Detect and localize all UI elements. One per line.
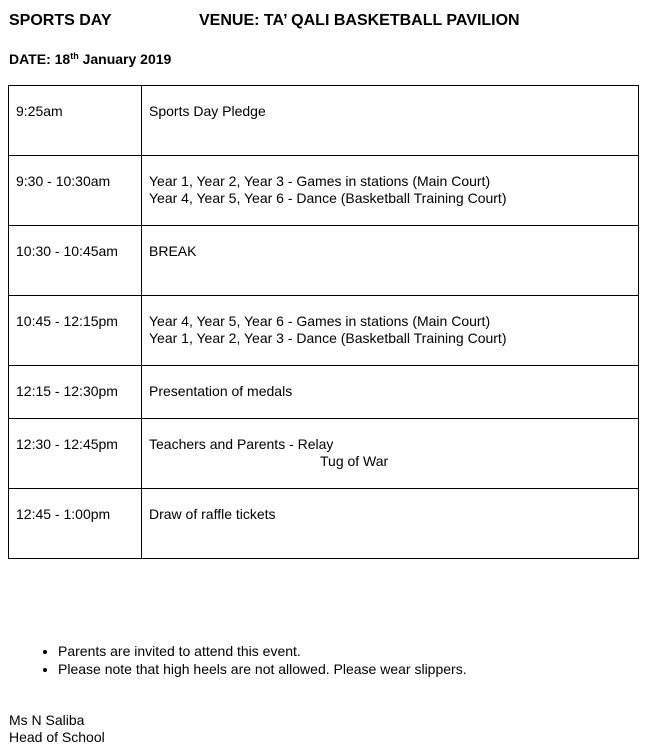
time-cell: 9:25am (9, 86, 142, 156)
time-cell: 12:30 - 12:45pm (9, 419, 142, 489)
time-cell: 12:15 - 12:30pm (9, 366, 142, 419)
activity-cell (142, 226, 639, 296)
activity-line: Draw of raffle tickets (149, 506, 276, 522)
activity-line: Tug of War (320, 453, 389, 469)
activity-line: Presentation of medals (149, 383, 293, 399)
date-rest: January 2019 (78, 51, 172, 67)
activity-cell (142, 296, 639, 366)
activity-cell (142, 419, 639, 489)
schedule-row (9, 489, 639, 559)
activity-line: Year 1, Year 2, Year 3 - Games in stations (Main Court) (149, 173, 491, 189)
schedule-row (9, 156, 639, 226)
date-ordinal: th (70, 51, 79, 61)
activity-cell (142, 489, 639, 559)
time-cell: 10:30 - 10:45am (9, 226, 142, 296)
activity-line: Year 1, Year 2, Year 3 - Dance (Basketball Training Court) (149, 330, 507, 346)
schedule-row (9, 86, 639, 156)
schedule-row (9, 366, 639, 419)
signatory-role: Head of School (9, 729, 105, 745)
note-item: • Please note that high heels are not allowed. Please wear slippers. (58, 660, 467, 678)
time-cell: 12:45 - 1:00pm (9, 489, 142, 559)
activity-cell (142, 366, 639, 419)
activity-line: Teachers and Parents - Relay (149, 436, 334, 452)
activity-cell (142, 86, 639, 156)
date-prefix: DATE: 18 (9, 51, 71, 67)
schedule-row (9, 226, 639, 296)
schedule-row (9, 419, 639, 489)
document-title: SPORTS DAY (9, 12, 112, 29)
schedule-table (8, 85, 639, 559)
signature-block (9, 712, 105, 746)
event-date (9, 51, 171, 67)
activity-line: BREAK (149, 243, 197, 259)
signatory-name: Ms N Saliba (9, 712, 85, 728)
activity-line: Year 4, Year 5, Year 6 - Games in stations (Main Court) (149, 313, 491, 329)
activity-line: Sports Day Pledge (149, 103, 266, 119)
notes-list (9, 642, 467, 678)
document-header (9, 12, 520, 30)
activity-line: Year 4, Year 5, Year 6 - Dance (Basketball Training Court) (149, 190, 507, 206)
time-cell: 10:45 - 12:15pm (9, 296, 142, 366)
venue-label: VENUE: TA’ QALI BASKETBALL PAVILION (199, 12, 520, 29)
note-item: • Parents are invited to attend this event. (58, 642, 467, 660)
time-cell: 9:30 - 10:30am (9, 156, 142, 226)
activity-cell (142, 156, 639, 226)
schedule-row (9, 296, 639, 366)
